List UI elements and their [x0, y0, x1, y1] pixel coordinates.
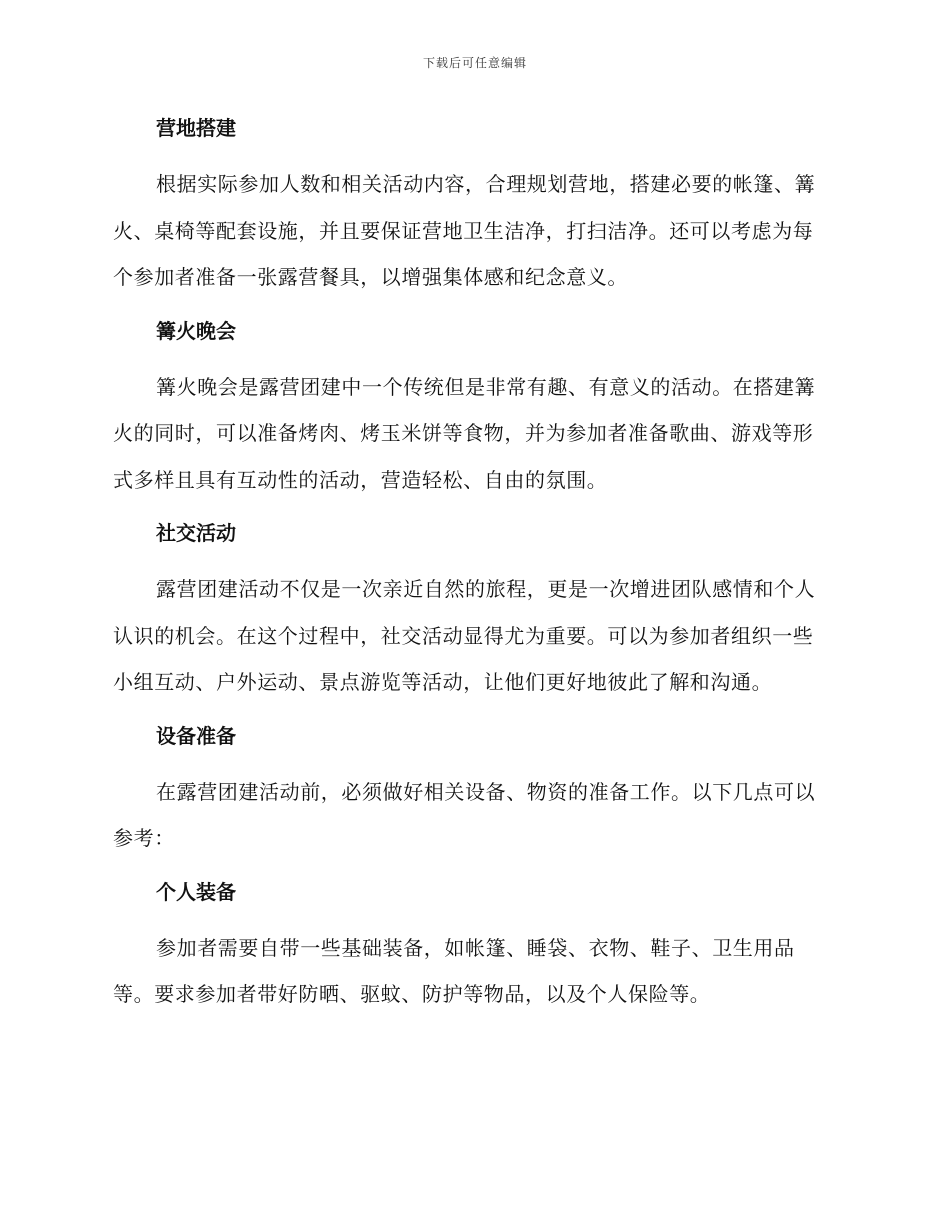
section-equipment-prep [113, 718, 833, 862]
section-heading: 篝火晚会 [156, 318, 236, 343]
section-paragraph: 露营团建活动不仅是一次亲近自然的旅程，更是一次增进团队感情和个人认识的机会。在这个过程中，社交活动显得尤为重要。可以为参加者组织一些小组互动、户外运动、景点游览等活动，让他们更好地彼此了解和沟通。 [113, 577, 816, 694]
section-paragraph: 根据实际参加人数和相关活动内容，合理规划营地，搭建必要的帐篷、篝火、桌椅等配套设施，并且要保证营地卫生洁净，打扫洁净。还可以考虑为每个参加者准备一张露营餐具，以增强集体感和纪念意义。 [113, 172, 816, 289]
section-social-activities [113, 515, 833, 706]
section-heading: 营地搭建 [156, 116, 236, 140]
section-personal-gear [113, 874, 833, 1018]
section-paragraph: 篝火晚会是露营团建中一个传统但是非常有趣、有意义的活动。在搭建篝火的同时，可以准备烤肉、烤玉米饼等食物，并为参加者准备歌曲、游戏等形式多样且具有互动性的活动，营造轻松、自由的氛围。 [113, 374, 816, 492]
section-heading: 社交活动 [156, 521, 236, 545]
section-heading: 个人装备 [156, 879, 236, 904]
document-body [113, 110, 833, 1030]
page-header-note: 下载后可任意编辑 [422, 56, 527, 70]
section-paragraph: 在露营团建活动前，必须做好相关设备、物资的准备工作。以下几点可以参考： [113, 779, 816, 850]
section-paragraph: 参加者需要自带一些基础装备，如帐篷、睡袋、衣物、鞋子、卫生用品等。要求参加者带好防晒、驱蚊、防护等物品，以及个人保险等。 [113, 935, 795, 1006]
section-bonfire-party [113, 313, 833, 504]
section-heading: 设备准备 [156, 723, 236, 748]
section-camp-setup [113, 110, 833, 301]
